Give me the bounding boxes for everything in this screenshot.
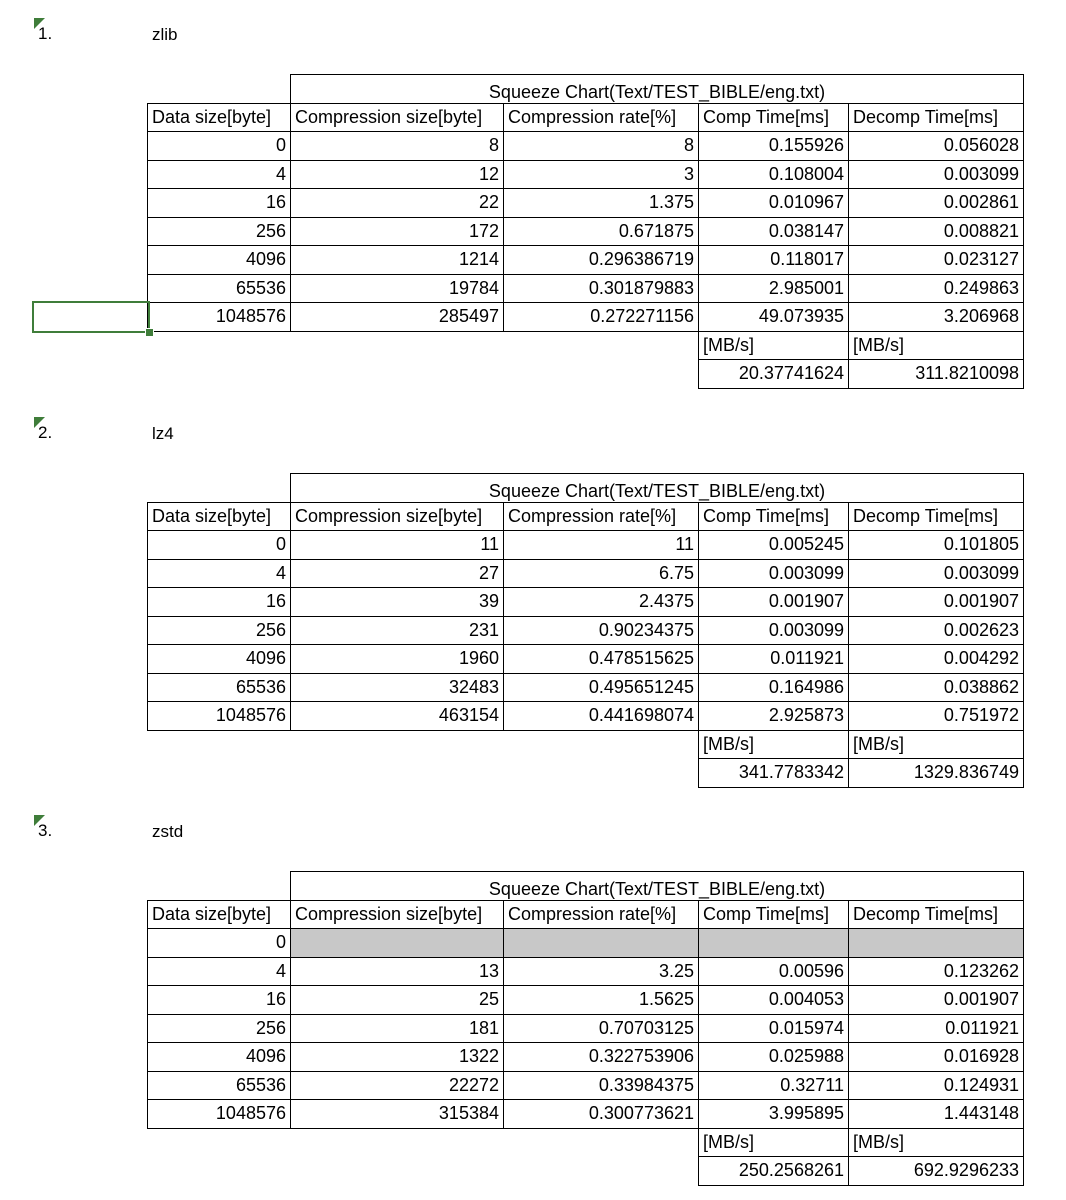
table-cell[interactable]: 0.751972: [848, 701, 1024, 731]
table-cell[interactable]: 1322: [290, 1042, 504, 1072]
section-number: 2.: [38, 423, 53, 442]
table-cell[interactable]: 16: [147, 985, 291, 1015]
table-cell[interactable]: 0.004053: [698, 985, 849, 1015]
table-cell[interactable]: 0.002623: [848, 616, 1024, 646]
table-cell[interactable]: 256: [147, 217, 291, 247]
table-cell[interactable]: 256: [147, 1014, 291, 1044]
table-cell[interactable]: 0.101805: [848, 530, 1024, 560]
column-header[interactable]: Decomp Time[ms]: [848, 900, 1024, 930]
table-cell[interactable]: 49.073935: [698, 302, 849, 332]
table-cell[interactable]: 0.123262: [848, 957, 1024, 987]
table-cell[interactable]: 27: [290, 559, 504, 589]
table-cell[interactable]: 0.001907: [698, 587, 849, 617]
table-cell[interactable]: 16: [147, 188, 291, 218]
table-cell[interactable]: 8: [503, 131, 699, 161]
table-title[interactable]: Squeeze Chart(Text/TEST_BIBLE/eng.txt): [290, 74, 1024, 104]
table-cell[interactable]: 0: [147, 131, 291, 161]
table-cell[interactable]: 0.001907: [848, 985, 1024, 1015]
column-header[interactable]: Comp Time[ms]: [698, 103, 849, 133]
table-cell[interactable]: 0.003099: [698, 559, 849, 589]
table-cell[interactable]: 3.206968: [848, 302, 1024, 332]
table-cell[interactable]: 1048576: [147, 302, 291, 332]
table-cell[interactable]: 181: [290, 1014, 504, 1044]
column-header[interactable]: Comp Time[ms]: [698, 502, 849, 532]
table-cell[interactable]: 0.015974: [698, 1014, 849, 1044]
table-cell[interactable]: 11: [290, 530, 504, 560]
table-cell[interactable]: 22: [290, 188, 504, 218]
table-cell[interactable]: [848, 928, 1024, 958]
table-cell[interactable]: 1.443148: [848, 1099, 1024, 1129]
section-name: lz4: [152, 424, 174, 443]
table-cell[interactable]: 0.90234375: [503, 616, 699, 646]
table-cell[interactable]: [698, 928, 849, 958]
column-header[interactable]: Compression size[byte]: [290, 900, 504, 930]
table-cell[interactable]: 25: [290, 985, 504, 1015]
column-header[interactable]: Data size[byte]: [147, 900, 291, 930]
table-cell[interactable]: 0: [147, 530, 291, 560]
table-cell[interactable]: 32483: [290, 673, 504, 703]
table-cell[interactable]: 0.296386719: [503, 245, 699, 275]
table-cell[interactable]: 1214: [290, 245, 504, 275]
table-cell[interactable]: 11: [503, 530, 699, 560]
table-cell[interactable]: [290, 928, 504, 958]
table-cell[interactable]: 4: [147, 160, 291, 190]
table-cell[interactable]: 0.001907: [848, 587, 1024, 617]
table-cell[interactable]: 2.985001: [698, 274, 849, 304]
table-cell[interactable]: 1960: [290, 644, 504, 674]
table-cell[interactable]: 19784: [290, 274, 504, 304]
table-cell[interactable]: 463154: [290, 701, 504, 731]
table-cell[interactable]: 1.375: [503, 188, 699, 218]
decomp-speed-unit[interactable]: [MB/s]: [848, 1128, 1024, 1158]
table-cell[interactable]: 3.995895: [698, 1099, 849, 1129]
table-cell[interactable]: 0.025988: [698, 1042, 849, 1072]
decomp-speed-value[interactable]: 692.9296233: [848, 1156, 1024, 1186]
column-header[interactable]: Data size[byte]: [147, 103, 291, 133]
table-cell[interactable]: 16: [147, 587, 291, 617]
table-cell[interactable]: 0.301879883: [503, 274, 699, 304]
table-cell[interactable]: 22272: [290, 1071, 504, 1101]
table-cell[interactable]: 3: [503, 160, 699, 190]
decomp-speed-unit[interactable]: [MB/s]: [848, 730, 1024, 760]
decomp-speed-value[interactable]: 311.8210098: [848, 359, 1024, 389]
table-cell[interactable]: 1048576: [147, 701, 291, 731]
section-number: 3.: [38, 821, 53, 840]
table-cell[interactable]: 4: [147, 559, 291, 589]
table-cell[interactable]: 6.75: [503, 559, 699, 589]
table-title[interactable]: Squeeze Chart(Text/TEST_BIBLE/eng.txt): [290, 473, 1024, 503]
table-cell[interactable]: 0.300773621: [503, 1099, 699, 1129]
table-cell[interactable]: 12: [290, 160, 504, 190]
table-cell[interactable]: 0.495651245: [503, 673, 699, 703]
table-cell[interactable]: 0.011921: [848, 1014, 1024, 1044]
table-cell[interactable]: 285497: [290, 302, 504, 332]
comp-speed-value[interactable]: 341.7783342: [698, 758, 849, 788]
table-cell[interactable]: 0.005245: [698, 530, 849, 560]
column-header[interactable]: Compression size[byte]: [290, 103, 504, 133]
table-cell[interactable]: 0.008821: [848, 217, 1024, 247]
table-cell[interactable]: 0.108004: [698, 160, 849, 190]
section-name: zstd: [152, 822, 184, 841]
table-cell[interactable]: 0.272271156: [503, 302, 699, 332]
table-cell[interactable]: 0.002861: [848, 188, 1024, 218]
fill-handle[interactable]: [145, 328, 154, 337]
table-cell[interactable]: 65536: [147, 274, 291, 304]
table-cell[interactable]: 0.671875: [503, 217, 699, 247]
table-cell[interactable]: 1.5625: [503, 985, 699, 1015]
table-cell[interactable]: 0.023127: [848, 245, 1024, 275]
table-title[interactable]: Squeeze Chart(Text/TEST_BIBLE/eng.txt): [290, 871, 1024, 901]
column-header[interactable]: Decomp Time[ms]: [848, 502, 1024, 532]
table-cell[interactable]: 0.441698074: [503, 701, 699, 731]
table-cell[interactable]: 0.010967: [698, 188, 849, 218]
table-cell[interactable]: 8: [290, 131, 504, 161]
table-cell[interactable]: 4096: [147, 1042, 291, 1072]
table-cell[interactable]: 13: [290, 957, 504, 987]
table-cell[interactable]: 172: [290, 217, 504, 247]
table-cell[interactable]: 0.155926: [698, 131, 849, 161]
comp-speed-value[interactable]: 250.2568261: [698, 1156, 849, 1186]
table-cell[interactable]: 2.4375: [503, 587, 699, 617]
table-cell[interactable]: 65536: [147, 673, 291, 703]
column-header[interactable]: Compression rate[%]: [503, 900, 699, 930]
comp-speed-value[interactable]: 20.37741624: [698, 359, 849, 389]
table-cell[interactable]: 0.249863: [848, 274, 1024, 304]
table-cell[interactable]: 0.00596: [698, 957, 849, 987]
table-cell[interactable]: 0.118017: [698, 245, 849, 275]
column-header[interactable]: Data size[byte]: [147, 502, 291, 532]
table-cell[interactable]: 0.003099: [848, 559, 1024, 589]
table-cell[interactable]: 0.038862: [848, 673, 1024, 703]
table-cell[interactable]: [503, 928, 699, 958]
table-cell[interactable]: 0.32711: [698, 1071, 849, 1101]
table-cell[interactable]: 0.478515625: [503, 644, 699, 674]
comp-speed-unit[interactable]: [MB/s]: [698, 331, 849, 361]
column-header[interactable]: Comp Time[ms]: [698, 900, 849, 930]
table-cell[interactable]: 65536: [147, 1071, 291, 1101]
table-cell[interactable]: 4096: [147, 644, 291, 674]
section-name: zlib: [152, 25, 178, 44]
table-cell[interactable]: 0.164986: [698, 673, 849, 703]
column-header[interactable]: Compression size[byte]: [290, 502, 504, 532]
table-cell[interactable]: 315384: [290, 1099, 504, 1129]
table-cell[interactable]: 256: [147, 616, 291, 646]
table-cell[interactable]: 0.003099: [848, 160, 1024, 190]
column-header[interactable]: Compression rate[%]: [503, 103, 699, 133]
table-cell[interactable]: 3.25: [503, 957, 699, 987]
comp-speed-unit[interactable]: [MB/s]: [698, 730, 849, 760]
selected-cell[interactable]: [32, 301, 150, 333]
table-cell[interactable]: 0.038147: [698, 217, 849, 247]
decomp-speed-value[interactable]: 1329.836749: [848, 758, 1024, 788]
table-cell[interactable]: 1048576: [147, 1099, 291, 1129]
table-cell[interactable]: 0.322753906: [503, 1042, 699, 1072]
table-cell[interactable]: 39: [290, 587, 504, 617]
table-cell[interactable]: 0.70703125: [503, 1014, 699, 1044]
section-number: 1.: [38, 24, 53, 43]
table-cell[interactable]: 0.003099: [698, 616, 849, 646]
column-header[interactable]: Decomp Time[ms]: [848, 103, 1024, 133]
table-cell[interactable]: 0.33984375: [503, 1071, 699, 1101]
table-cell[interactable]: 0.004292: [848, 644, 1024, 674]
column-header[interactable]: Compression rate[%]: [503, 502, 699, 532]
table-cell[interactable]: 231: [290, 616, 504, 646]
table-cell[interactable]: 0.016928: [848, 1042, 1024, 1072]
table-cell[interactable]: 0.056028: [848, 131, 1024, 161]
comp-speed-unit[interactable]: [MB/s]: [698, 1128, 849, 1158]
table-cell[interactable]: 0.011921: [698, 644, 849, 674]
table-cell[interactable]: 0.124931: [848, 1071, 1024, 1101]
table-cell[interactable]: 4: [147, 957, 291, 987]
table-cell[interactable]: 2.925873: [698, 701, 849, 731]
table-cell[interactable]: 4096: [147, 245, 291, 275]
decomp-speed-unit[interactable]: [MB/s]: [848, 331, 1024, 361]
table-cell[interactable]: 0: [147, 928, 291, 958]
